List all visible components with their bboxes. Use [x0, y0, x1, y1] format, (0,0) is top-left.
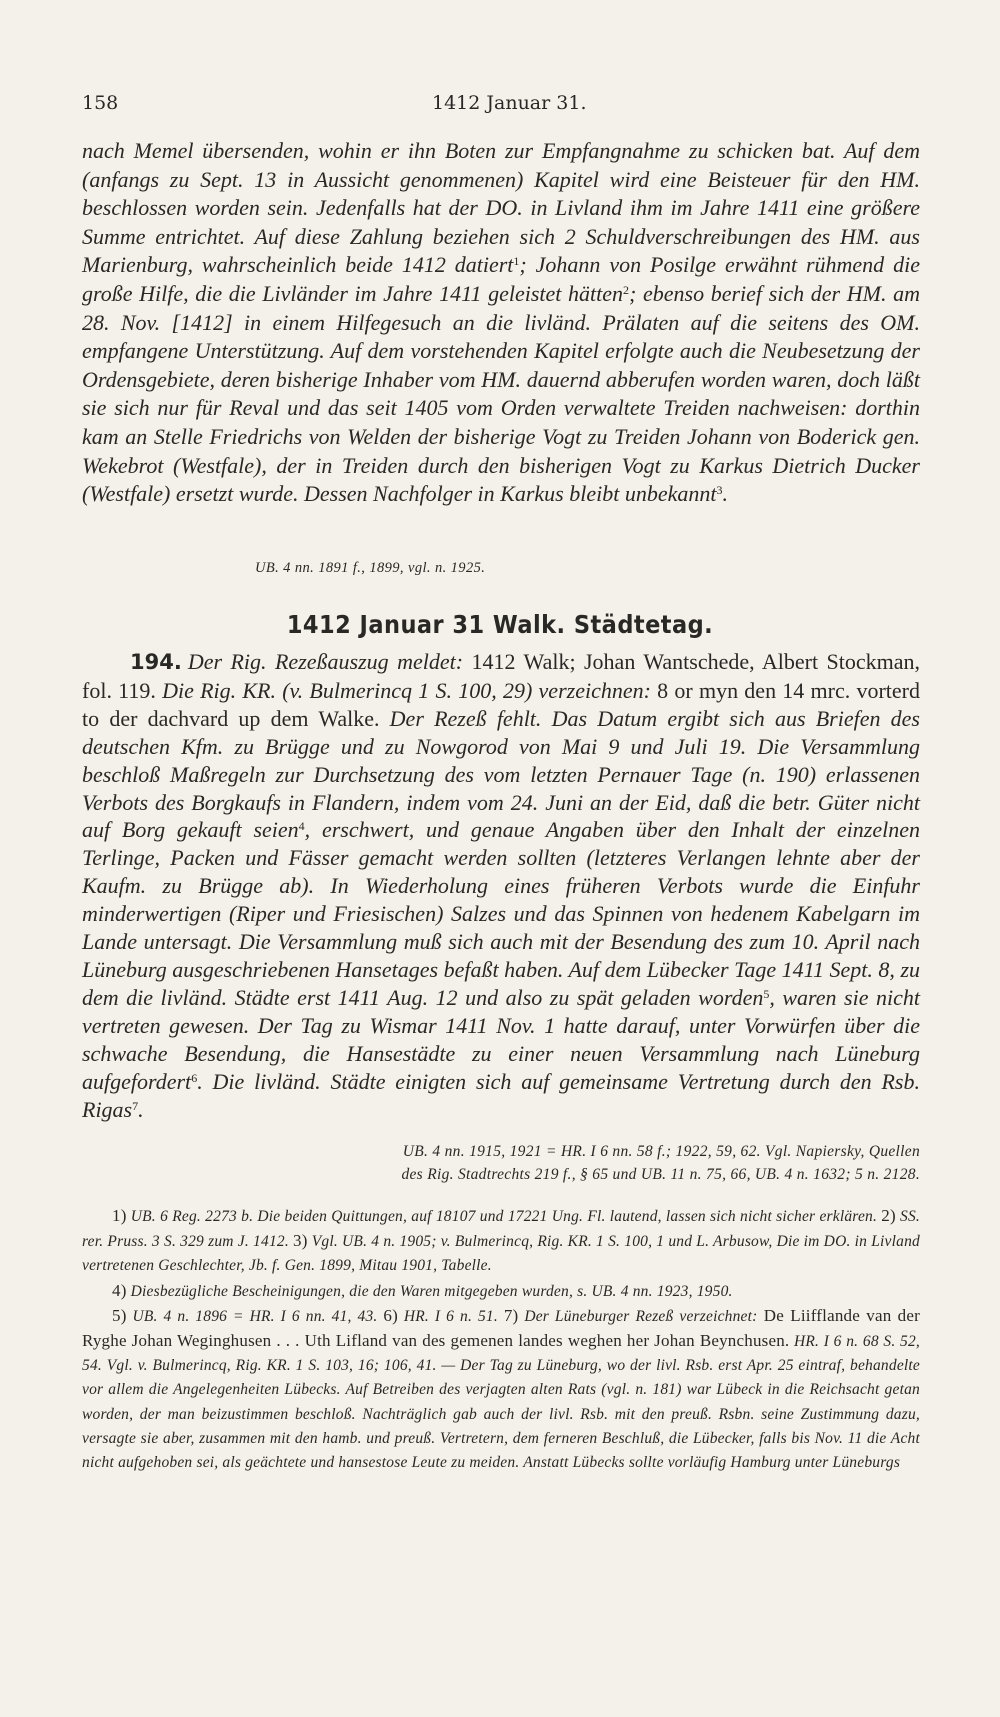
intro-text-1: nach Memel übersenden, wohin er ihn Boten zur Empfangnahme zu schicken bat. Auf dem (anfangs zu Sept. 13 in Aussicht genommenen) Kapitel wird eine Beisteuer für den HM. beschlossen worden sein. Jedenfalls hat der DO. in Livland ihm im Jahre 1411 eine größere Summe entrichtet. Auf diese Zahlung beziehen sich 2 Schuldverschreibungen des HM. aus Marienburg, wahrscheinlich beide 1412 datiert: [82, 138, 920, 278]
footnote-4-text: Diesbezügliche Bescheinigungen, die den Waren mitgegeben wurden, s. UB. 4 nn. 1923, 1950.: [126, 1282, 733, 1300]
footnote-ref-1[interactable]: 1: [513, 254, 520, 269]
footnote-7-quote: De Liifflande van der Ryghe Johan Weginghusen . . . Uth Lifland van des gemenen landes weghen her Johan Beynchusen.: [82, 1305, 920, 1351]
footnote-ref-3[interactable]: 3: [716, 483, 723, 498]
entry-citation-line-2: des Rig. Stadtrechts 219 f., § 65 und UB. 11 n. 75, 66, UB. 4 n. 1632; 5 n. 2128.: [401, 1166, 920, 1183]
entry-source-quote-2: 8 or myn den 14 mrc. vorterd to der dachvard up dem Walke.: [82, 677, 921, 731]
footnote-1-3: [82, 1204, 920, 1279]
entry-text-1: Der Rig. Rezeßauszug meldet:: [187, 649, 464, 674]
footnote-5-7: [82, 1304, 920, 1475]
intro-paragraph: [82, 137, 920, 509]
entry-text-2: Die Rig. KR. (v. Bulmerincq 1 S. 100, 29) verzeichnen:: [162, 677, 651, 703]
section-heading: 1412 Januar 31 Walk. Städtetag.: [286, 610, 714, 639]
intro-text-4: .: [722, 481, 728, 507]
footnote-6-marker: 6): [383, 1305, 398, 1325]
footnote-1-marker: 1): [112, 1206, 127, 1225]
footnote-3-text: Vgl. UB. 4 n. 1905; v. Bulmerincq, Rig. KR. 1 S. 100, 1 und L. Arbusow, Die im DO. in Livland vertretenen Geschlechter, Jb. f. Gen. 1899, Mitau 1901, Tabelle.: [82, 1233, 920, 1275]
footnote-3-marker: 3): [293, 1231, 308, 1251]
footnote-ref-6[interactable]: 6: [191, 1070, 198, 1085]
footnote-7-text-a: Der Lüneburger Rezeß verzeichnet:: [518, 1307, 758, 1325]
entry-text-6: . Die livländ. Städte einigten sich auf gemeinsame Vertretung durch den Rsb. Rigas: [82, 1068, 920, 1122]
footnote-5-text: UB. 4 n. 1896 = HR. I 6 nn. 41, 43.: [126, 1307, 384, 1325]
entry-text-7: .: [138, 1096, 144, 1122]
footnote-7-marker: 7): [503, 1305, 519, 1325]
footnote-ref-2[interactable]: 2: [623, 282, 630, 297]
entry-number: 194.: [130, 650, 182, 674]
footnote-5-marker: 5): [112, 1305, 127, 1325]
footnote-1-text: UB. 6 Reg. 2273 b. Die beiden Quittungen, auf 18107 und 17221 Ung. Fl. lautend, lassen sich nicht sicher erklären.: [126, 1208, 882, 1225]
entry-citation-line-1: UB. 4 nn. 1915, 1921 = HR. I 6 nn. 58 f.; 1922, 59, 62. Vgl. Napiersky, Quellen: [402, 1143, 920, 1160]
entry-text-3: Der Rezeß fehlt. Das Datum ergibt sich aus Briefen des deutschen Kfm. zu Brügge und zu Nowgorod von Mai 9 und Juli 19. Die Versammlung beschloß Maßregeln zur Durchsetzung des vom letzten Pernauer Tage (n. 190) erlassenen Verbots des Borgkaufs in Flandern, indem vom 24. Juni an der Eid, daß die betr. Güter nicht auf Borg gekauft seien: [82, 705, 920, 843]
footnote-4-marker: 4): [112, 1280, 127, 1300]
document-entry: [82, 648, 920, 1123]
footnote-6-text: HR. I 6 n. 51.: [397, 1307, 504, 1325]
footnote-7-text-b: HR. I 6 n. 68 S. 52, 54. Vgl. v. Bulmerincq, Rig. KR. 1 S. 103, 16; 106, 41. — Der Tag zu Lüneburg, wo der livl. Rsb. erst Apr. 25 eintraf, behandelte vor allem die Angelegenheiten Lübecks. Auf Betreiben des verjagten alten Rats (vgl. n. 181) war Lübeck in die Reichsacht getan worden, der man beizustimmen beschloß. Nachträglich gab auch der livl. Rsb. mit den preuß. Rsbn. seine Zustimmung dazu, versagte sie aber, zusammen mit den hamb. und preuß. Vertretern, dem ferneren Beschluß, die Lübecker, falls bis Nov. 11 die Acht nicht aufgehoben sei, als geächtete und hansestose Leute zu meiden. Anstatt Lübecks sollte vorläufig Hamburg unter Lüneburgs: [82, 1333, 920, 1472]
running-head: 1412 Januar 31.: [432, 92, 587, 114]
footnote-2-marker: 2): [881, 1206, 896, 1225]
entry-source-quote-1: 1412 Walk; Johan Wantschede, Albert Stockman, fol. 119.: [82, 649, 920, 703]
footnote-2-text: SS. rer. Pruss. 3 S. 329 zum J. 1412.: [82, 1208, 920, 1251]
intro-text-2: ; Johann von Posilge erwähnt rühmend die große Hilfe, die die Livländer im Jahre 1411 geleistet hätten: [82, 252, 920, 306]
page-header: [82, 92, 922, 120]
entry-text-4: , erschwert, und genaue Angaben über den Inhalt der einzelnen Terlinge, Packen und Fässer gemacht werden sollten (letzteres Verlangen lehnte aber der Kaufm. zu Brügge ab). In Wiederholung eines früheren Verbots wurde die Einfuhr minderwertigen (Riper und Friesischen) Salzes und das Spinnen von hedenem Kabelgarn im Lande untersagt. Die Versammlung muß sich auch mit der Besendung des zum 10. April nach Lüneburg ausgeschriebenen Hansetages befaßt haben. Auf dem Lübecker Tage 1411 Sept. 8, zu dem die livländ. Städte erst 1411 Aug. 12 und also zu spät geladen worden: [82, 817, 920, 1010]
intro-citation: UB. 4 nn. 1891 f., 1899, vgl. n. 1925.: [255, 560, 486, 576]
footnote-ref-4[interactable]: 4: [298, 819, 305, 834]
entry-citation: [82, 1140, 920, 1186]
footnote-4: [82, 1279, 920, 1304]
footnote-ref-5[interactable]: 5: [763, 986, 770, 1001]
footnotes: [82, 1204, 920, 1475]
footnote-ref-7[interactable]: 7: [132, 1098, 139, 1113]
intro-text-3: ; ebenso berief sich der HM. am 28. Nov. [1412] in einem Hilfegesuch an die livländ. Prälaten auf die seitens des OM. empfangene Unterstützung. Auf dem vorstehenden Kapitel erfolgte auch die Neubesetzung der Ordensgebiete, deren bisherige Inhaber vom HM. dauernd abberufen worden waren, doch läßt sie sich nur für Reval und das seit 1405 vom Orden verwaltete Treiden nachweisen: dorthin kam an Stelle Friedrichs von Welden der bisherige Vogt zu Treiden Johann von Boderick gen. Wekebrot (Westfale), der in Treiden durch den bisherigen Vogt zu Karkus Dietrich Ducker (Westfale) ersetzt wurde. Dessen Nachfolger in Karkus bleibt unbekannt: [82, 280, 920, 507]
entry-text-5: , waren sie nicht vertreten gewesen. Der Tag zu Wismar 1411 Nov. 1 hatte darauf, unter Vorwürfen über die schwache Besendung, die Hansestädte zu einer neuen Versammlung nach Lüneburg aufgefordert: [82, 984, 920, 1094]
page-number: 158: [82, 92, 119, 114]
